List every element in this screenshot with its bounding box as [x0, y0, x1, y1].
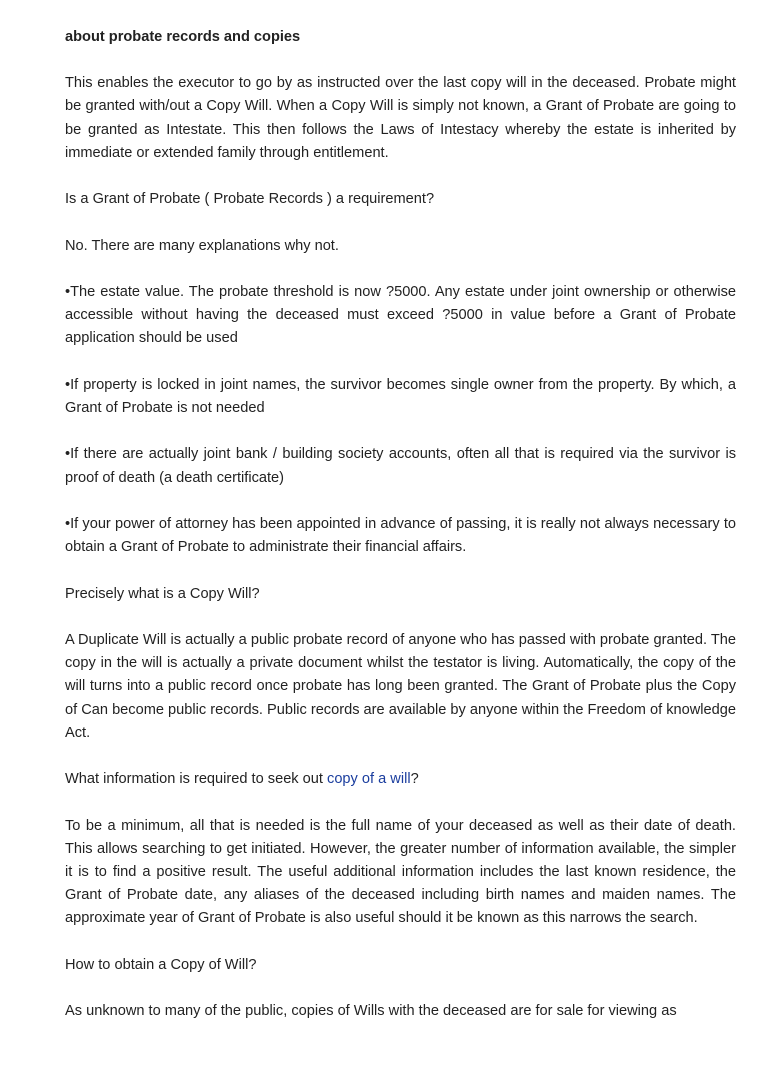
paragraph-bullet-estate-value: •The estate value. The probate threshold is now ?5000. Any estate under joint ownership or otherwise accessible without having the deceased must exceed ?5000 in value before a Grant of Probate application should be used: [65, 283, 736, 347]
paragraph-bullet-joint-names: •If property is locked in joint names, the survivor becomes single owner from the property. By which, a Grant of Probate is not needed: [65, 376, 736, 416]
paragraph-bullet-bank-accounts: •If there are actually joint bank / building society accounts, often all that is required via the survivor is proof of death (a death certificate): [65, 446, 736, 486]
question-text-after: ?: [410, 771, 419, 788]
paragraph-bullet-power-of-attorney: •If your power of attorney has been appointed in advance of passing, it is really not always necessary to obtain a Grant of Probate to administrate their financial affairs.: [65, 515, 736, 556]
question-text-before: What information is required to seek out: [65, 771, 328, 788]
copy-of-a-will-link[interactable]: copy of a will: [327, 771, 411, 788]
paragraph-question-copy-will: Precisely what is a Copy Will?: [65, 585, 260, 602]
paragraph-duplicate-will: A Duplicate Will is actually a public probate record of anyone who has passed with probate granted. The copy in the will is actually a private document whilst the testator is living. Automatically, the copy of the will turns into a public record once probate has long been granted. The Grant of Probate plus the Copy of Can become public records. Public records are available by anyone within the Freedom of knowledge Act.: [65, 631, 736, 741]
document-page: [65, 26, 736, 1047]
document-title: about probate records and copies: [65, 29, 301, 45]
paragraph-executor: This enables the executor to go by as instructed over the last copy will in the deceased. Probate might be granted with/out a Copy Will. When a Copy Will is simply not known, a Grant of Probate are going to be granted as Intestate. This then follows the Laws of Intestacy whereby the estate is inherited by immediate or extended family through entitlement.: [65, 75, 736, 161]
paragraph-minimum-info: To be a minimum, all that is needed is the full name of your deceased as well as their date of death. This allows searching to get initiated. However, the greater number of information available, the simpler it is to find a positive result. The useful additional information includes the last known residence, the Grant of Probate date, any aliases of the deceased including birth names and maiden names. The approximate year of Grant of Probate is also useful should it be known as this narrows the search.: [65, 817, 736, 927]
paragraph-answer-no: No. There are many explanations why not.: [65, 237, 339, 254]
paragraph-unknown-public: As unknown to many of the public, copies of Wills with the deceased are for sale for viewing as: [65, 1003, 677, 1020]
paragraph-question-requirement: Is a Grant of Probate ( Probate Records ) a requirement?: [65, 191, 435, 208]
paragraph-question-obtain: How to obtain a Copy of Will?: [65, 956, 257, 973]
paragraph-question-information: [65, 768, 736, 791]
